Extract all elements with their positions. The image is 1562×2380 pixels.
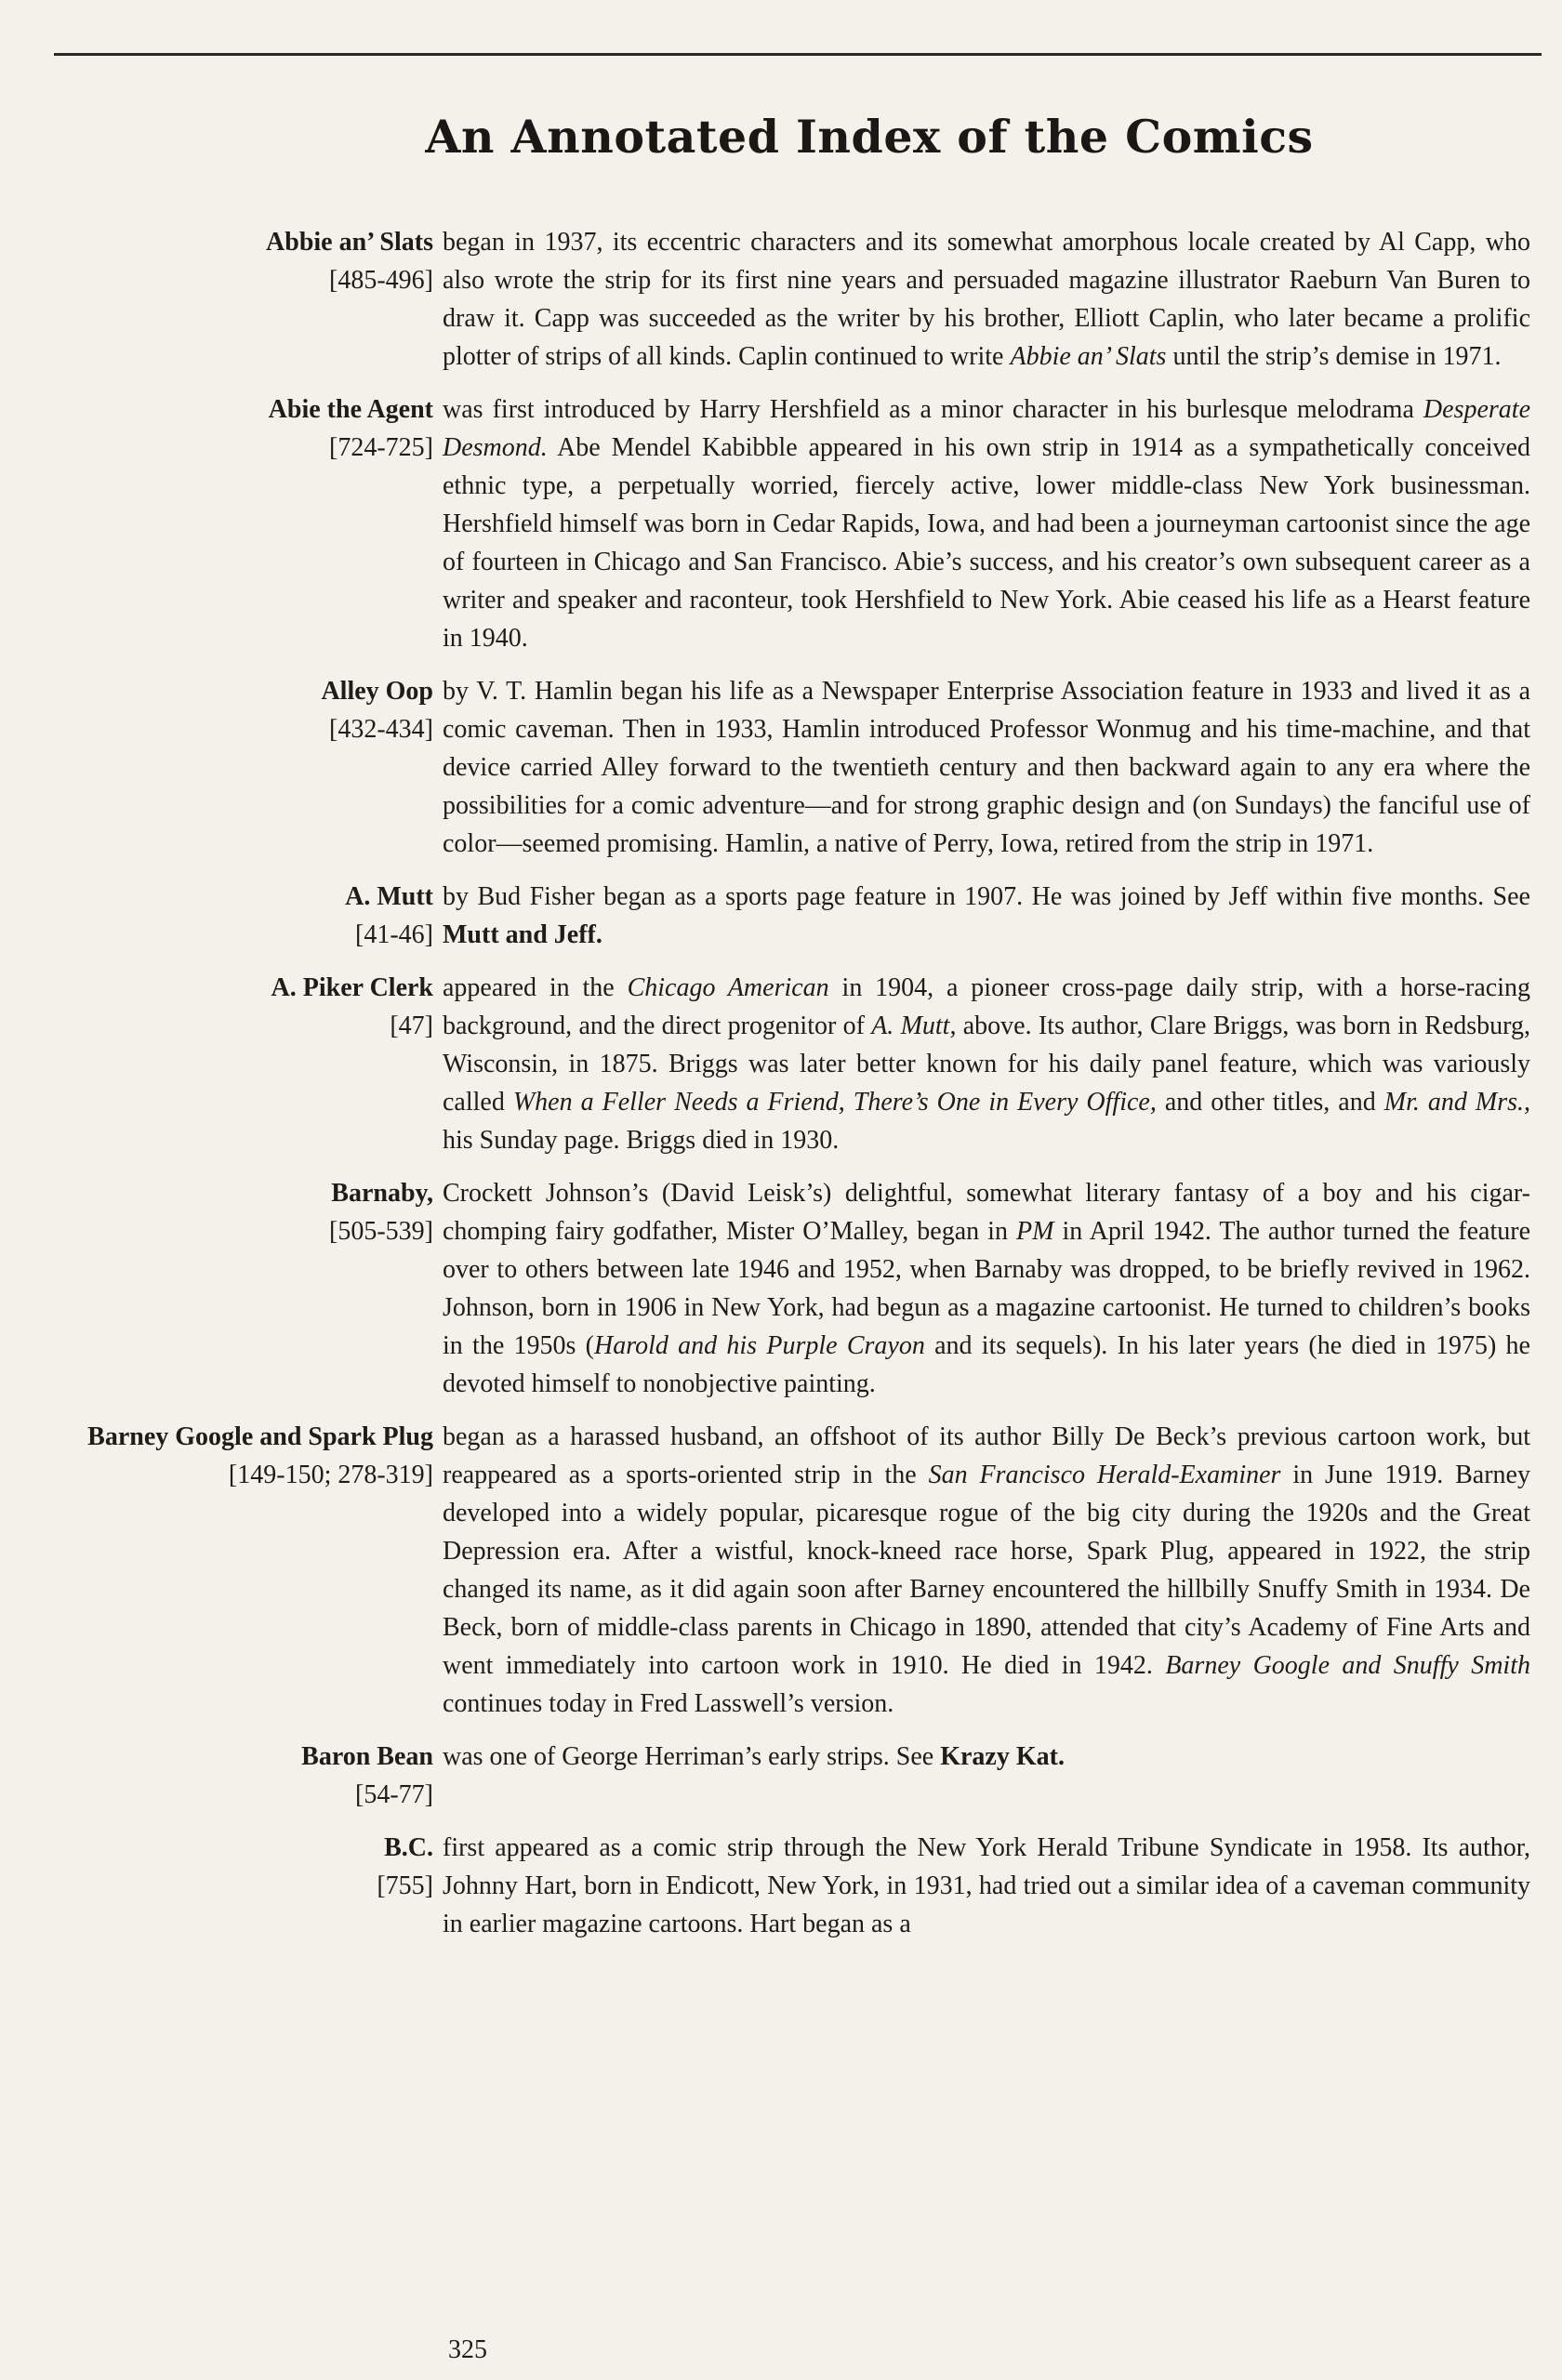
body-text: appeared in the [443,973,628,1002]
index-entry [0,1418,1562,1723]
body-text: in June 1919. Barney developed into a widely popular, picaresque rogue of the big city during the 1920s and the Great Depression era. After a wistful, knock-kneed race horse, Spark Plug, appeared in 1922, the strip changed its name, as it did again soon after Barney encountered the hillbilly Snuffy Smith in 1934. De Beck, born of middle-class parents in Chicago in 1890, attended that city’s Academy of Fine Arts and went immediately into cartoon work in 1910. He died in 1942. [443,1461,1530,1680]
entry-head [0,1829,443,1905]
italic-title: Abbie an’ Slats [1010,342,1167,371]
entry-body [443,672,1530,863]
entry-pages: [724-725] [329,433,433,462]
entry-head [0,969,443,1045]
body-text: Crockett Johnson’s (David Leisk’s) delightful, somewhat literary fantasy of a boy and his cigar-chomping fairy godfather, Mister O’Malley, began in [443,1179,1530,1246]
entry-head [0,1418,443,1494]
body-text: was first introduced by Harry Hershfield as a minor character in his burlesque melodrama [443,395,1423,424]
entry-name: A. Piker Clerk [271,973,433,1002]
body-text: continues today in Fred Lasswell’s version. [443,1689,894,1718]
entry-name: A. Mutt [345,882,433,911]
entry-head [0,672,443,748]
entry-body [443,1174,1530,1403]
body-text: began in 1937, its eccentric characters and its somewhat amorphous locale created by Al Capp, who also wrote the strip for its first nine years and persuaded magazine illustrator Raeburn Van Buren to draw it. Capp was succeeded as the writer by his brother, Elliott Caplin, who later became a prolific plotter of strips of all kinds. Caplin continued to write [443,228,1530,371]
entry-name: Abie the Agent [268,395,433,424]
body-text: by V. T. Hamlin began his life as a Newspaper Enterprise Association feature in 1933 and lived it as a comic caveman. Then in 1933, Hamlin introduced Professor Wonmug and his time-machine, and that device carried Alley forward to the twentieth century and then backward again to any era where the possibilities for a comic adventure—and for strong graphic design and (on Sundays) the fanciful use of color—seemed promising. Hamlin, a native of Perry, Iowa, retired from the strip in 1971. [443,677,1530,858]
entry-body [443,878,1530,954]
body-text: in 1904, a pioneer cross-page daily strip, with a horse-racing background, and the direct progenitor of [443,973,1531,1040]
italic-title: San Francisco Herald-Examiner [928,1461,1281,1489]
index-entries [0,223,1562,1958]
entry-body [443,1738,1530,1776]
entry-body [443,390,1530,657]
italic-title: Barney Google and Snuffy Smith [1165,1651,1530,1680]
index-entry [0,1829,1562,1943]
entry-body [443,969,1530,1159]
body-text: his Sunday page. Briggs died in 1930. [443,1126,840,1155]
entry-head [0,1174,443,1250]
cross-reference: Krazy Kat. [940,1742,1065,1771]
entry-name: Alley Oop [321,677,433,706]
entry-head [0,1738,443,1814]
italic-title: Desperate Desmond. [443,395,1530,462]
entry-pages: [755] [377,1871,433,1900]
index-entry [0,1738,1562,1814]
italic-title: Harold and his Purple Crayon [594,1331,925,1360]
body-text: first appeared as a comic strip through the New York Herald Tribune Syndicate in 1958. Its author, Johnny Hart, born in Endicott, New York, in 1931, had tried out a similar idea of a caveman community in earlier magazine cartoons. Hart began as a [443,1833,1530,1938]
entry-pages: [505-539] [329,1217,433,1246]
entry-pages: [47] [390,1012,433,1040]
top-rule [54,53,1542,56]
entry-pages: [149-150; 278-319] [228,1461,433,1489]
body-text: by Bud Fisher began as a sports page feature in 1907. He was joined by Jeff within five months. See [443,882,1530,911]
entry-body [443,1418,1530,1723]
entry-pages: [432-434] [329,715,433,744]
entry-name: Barnaby, [331,1179,433,1208]
entry-pages: [41-46] [355,920,433,949]
body-text: was one of George Herriman’s early strips. See [443,1742,941,1771]
index-entry [0,969,1562,1159]
italic-title: Mr. and Mrs., [1383,1088,1531,1117]
italic-title: Chicago American [627,973,829,1002]
index-entry [0,672,1562,863]
body-text: and other titles, and [1156,1088,1384,1117]
entry-pages: [485-496] [329,266,433,295]
body-text: until the strip’s demise in 1971. [1166,342,1502,371]
entry-body [443,223,1530,376]
entry-body [443,1829,1530,1943]
index-entry [0,878,1562,954]
italic-title: When a Feller Needs a Friend, There’s One in Every Office, [512,1088,1157,1117]
body-text: and its sequels). In his later years (he died in 1975) he devoted himself to nonobjective painting. [443,1331,1530,1398]
index-entry [0,223,1562,376]
italic-title: A. Mutt, [871,1012,957,1040]
entry-name: Barney Google and Spark Plug [87,1422,433,1451]
italic-title: PM [1015,1217,1054,1246]
entry-pages: [54-77] [355,1780,433,1809]
entry-head [0,223,443,299]
body-text: began as a harassed husband, an offshoot of its author Billy De Beck’s previous cartoon work, but reappeared as a sports-oriented strip in the [443,1422,1530,1489]
page-title: An Annotated Index of the Comics [425,110,1314,164]
index-entry [0,390,1562,657]
body-text: above. Its author, Clare Briggs, was born in Redsburg, Wisconsin, in 1875. Briggs was later better known for his daily panel feature, which was variously called [443,1012,1530,1117]
index-entry [0,1174,1562,1403]
entry-head [0,878,443,954]
entry-name: Abbie an’ Slats [266,228,433,257]
body-text: in April 1942. The author turned the feature over to others between late 1946 and 1952, when Barnaby was dropped, to be briefly revived in 1962. Johnson, born in 1906 in New York, had begun as a magazine cartoonist. He turned to children’s books in the 1950s ( [443,1217,1530,1360]
page-number: 325 [448,2335,487,2364]
entry-name: Baron Bean [301,1742,433,1771]
entry-head [0,390,443,467]
cross-reference: Mutt and Jeff. [443,920,602,949]
entry-name: B.C. [384,1833,433,1862]
body-text: Abe Mendel Kabibble appeared in his own strip in 1914 as a sympathetically conceived ethnic type, a perpetually worried, fiercely active, lower middle-class New York businessman. Hershfield himself was born in Cedar Rapids, Iowa, and had been a journeyman cartoonist since the age of fourteen in Chicago and San Francisco. Abie’s success, and his creator’s own subsequent career as a writer and speaker and raconteur, took Hershfield to New York. Abie ceased his life as a Hearst feature in 1940. [443,433,1530,653]
